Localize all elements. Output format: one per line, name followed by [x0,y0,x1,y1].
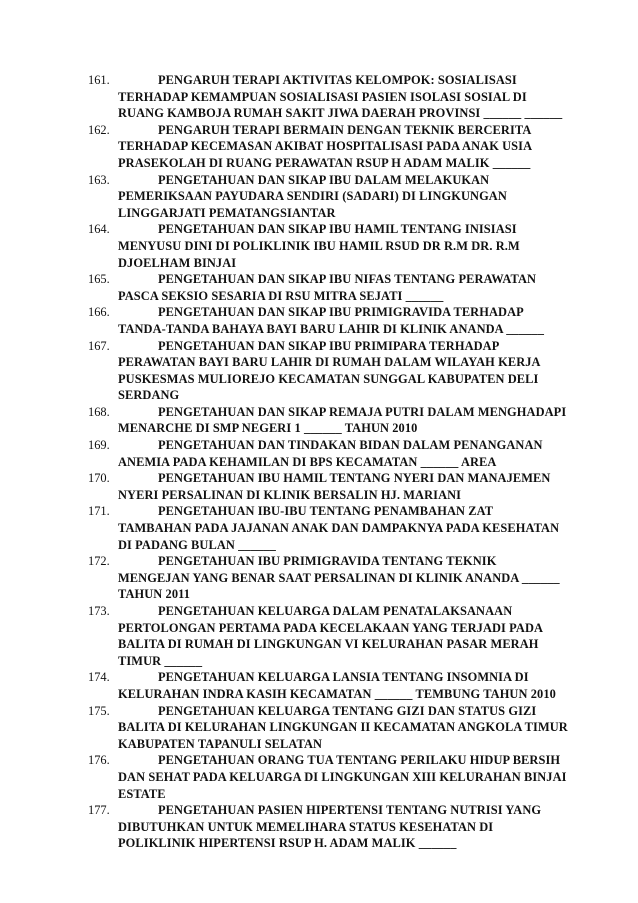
item-number: 164. [88,222,110,237]
item-number: 176. [88,753,110,768]
list-item [88,553,568,603]
item-number: 177. [88,803,110,818]
item-number: 169. [88,438,110,453]
list-item [88,703,568,753]
item-title: PENGETAHUAN DAN SIKAP IBU HAMIL TENTANG INISIASI MENYUSU DINI DI POLIKLINIK IBU HAMIL RSUD DR R.M DR. R.M DJOELHAM BINJAI [118,222,520,270]
list-item [88,172,568,222]
item-number: 165. [88,272,110,287]
list-item [88,72,568,122]
item-number: 171. [88,504,110,519]
item-title: PENGETAHUAN KELUARGA TENTANG GIZI DAN STATUS GIZI BALITA DI KELURAHAN LINGKUNGAN II KECAMATAN ANGKOLA TIMUR KABUPATEN TAPANULI SELATAN [118,703,568,751]
item-title: PENGARUH TERAPI BERMAIN DENGAN TEKNIK BERCERITA TERHADAP KECEMASAN AKIBAT HOSPITALISASI PADA ANAK USIA PRASEKOLAH DI RUANG PERAWATAN RSUP H ADAM MALIK ______ [118,122,532,170]
list-item [88,503,568,553]
list-item [88,122,568,172]
item-title: PENGETAHUAN DAN SIKAP IBU DALAM MELAKUKAN PEMERIKSAAN PAYUDARA SENDIRI (SADARI) DI LINGKUNGAN LINGGARJATI PEMATANGSIANTAR [118,172,507,220]
item-title: PENGETAHUAN KELUARGA DALAM PENATALAKSANAAN PERTOLONGAN PERTAMA PADA KECELAKAAN YANG TERJADI PADA BALITA DI RUMAH DI LINGKUNGAN VI KELURAHAN PASAR MERAH TIMUR ______ [118,604,543,668]
item-title: PENGARUH TERAPI AKTIVITAS KELOMPOK: SOSIALISASI TERHADAP KEMAMPUAN SOSIALISASI PASIEN ISOLASI SOSIAL DI RUANG KAMBOJA RUMAH SAKIT JIWA DAERAH PROVINSI ______ ______ [118,73,563,121]
item-number: 166. [88,305,110,320]
list-item [88,437,568,470]
item-number: 172. [88,554,110,569]
item-title: PENGETAHUAN IBU HAMIL TENTANG NYERI DAN MANAJEMEN NYERI PERSALINAN DI KLINIK BERSALIN HJ. MARIANI [118,471,551,502]
item-title: PENGETAHUAN IBU-IBU TENTANG PENAMBAHAN ZAT TAMBAHAN PADA JAJANAN ANAK DAN DAMPAKNYA PADA KESEHATAN DI PADANG BULAN ______ [118,504,560,552]
list-item [88,338,568,404]
item-title: PENGETAHUAN IBU PRIMIGRAVIDA TENTANG TEKNIK MENGEJAN YANG BENAR SAAT PERSALINAN DI KLINIK ANANDA ______ TAHUN 2011 [118,554,560,602]
list-item [88,752,568,802]
list-item [88,470,568,503]
list-item [88,271,568,304]
item-title: PENGETAHUAN DAN TINDAKAN BIDAN DALAM PENANGANAN ANEMIA PADA KEHAMILAN DI BPS KECAMATAN ______ AREA [118,438,543,469]
list-item [88,304,568,337]
list-item [88,802,568,852]
list-item [88,603,568,669]
item-number: 161. [88,73,110,87]
list-item [88,404,568,437]
item-title: PENGETAHUAN ORANG TUA TENTANG PERILAKU HIDUP BERSIH DAN SEHAT PADA KELUARGA DI LINGKUNGAN XIII KELURAHAN BINJAI ESTATE [118,753,567,801]
list-item [88,221,568,271]
item-title: PENGETAHUAN DAN SIKAP IBU PRIMIGRAVIDA TERHADAP TANDA-TANDA BAHAYA BAYI BARU LAHIR DI KLINIK ANANDA ______ [118,305,544,336]
item-title: PENGETAHUAN DAN SIKAP IBU PRIMIPARA TERHADAP PERAWATAN BAYI BARU LAHIR DI RUMAH DALAM WILAYAH KERJA PUSKESMAS MULIOREJO KECAMATAN SUNGGAL KABUPATEN DELI SERDANG [118,338,540,403]
item-number: 168. [88,404,110,419]
item-title: PENGETAHUAN KELUARGA LANSIA TENTANG INSOMNIA DI KELURAHAN INDRA KASIH KECAMATAN ______ TEMBUNG TAHUN 2010 [118,670,556,701]
item-number: 173. [88,604,110,618]
item-number: 162. [88,122,110,137]
item-title: PENGETAHUAN PASIEN HIPERTENSI TENTANG NUTRISI YANG DIBUTUHKAN UNTUK MEMELIHARA STATUS KESEHATAN DI POLIKLINIK HIPERTENSI RSUP H. ADAM MALIK ______ [118,803,542,851]
document-page [88,72,568,852]
list-item [88,669,568,702]
item-number: 174. [88,670,110,685]
item-number: 170. [88,471,110,486]
item-title: PENGETAHUAN DAN SIKAP IBU NIFAS TENTANG PERAWATAN PASCA SEKSIO SESARIA DI RSU MITRA SEJATI ______ [118,272,537,303]
item-number: 175. [88,703,110,718]
item-number: 167. [88,338,110,353]
item-number: 163. [88,172,110,187]
item-title: PENGETAHUAN DAN SIKAP REMAJA PUTRI DALAM MENGHADAPI MENARCHE DI SMP NEGERI 1 ______ TAHUN 2010 [118,404,567,436]
